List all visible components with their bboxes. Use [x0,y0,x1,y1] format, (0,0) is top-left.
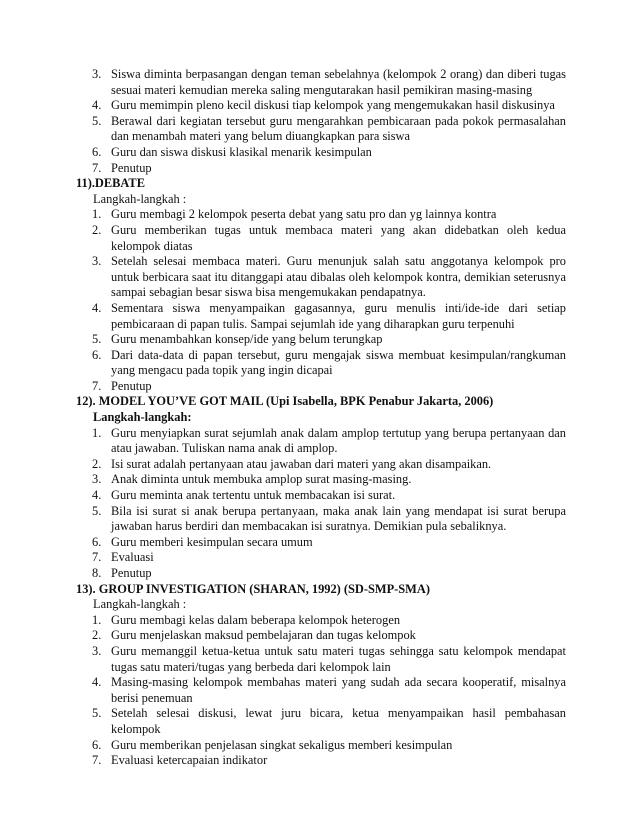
list-item-number: 6. [92,534,102,549]
list-item-text: Sementara siswa menyampaikan gagasannya, guru menulis inti/ide-ide dari setiap pembicaraan di papan tulis. Sampai sejumlah ide yang diharapkan guru terpenuhi [111,300,566,331]
list-item [76,426,566,457]
list-item-number: 3. [92,643,102,658]
section [76,176,566,394]
list-item [76,379,566,395]
list-item-text: Setelah selesai diskusi, lewat juru bicara, ketua menyampaikan hasil pembahasan kelompok [111,706,566,736]
list-item [76,332,566,348]
step-list [76,207,566,394]
list-item-number: 5. [92,332,102,347]
list-item [76,472,566,488]
list-item-text: Berawal dari kegiatan tersebut guru mengarahkan pembicaraan pada pokok permasalahan dan menambah materi yang belum diuangkapkan para siswa [111,113,566,144]
list-item-number: 5. [92,706,102,721]
list-item-text: Guru memberikan tugas untuk membaca materi yang akan didebatkan oleh kedua kelompok diatas [111,222,566,253]
list-item-number: 6. [92,347,102,362]
step-list [76,426,566,582]
section-subtitle: Langkah-langkah : [93,597,187,612]
list-item-number: 4. [92,98,102,113]
continued-step-list [76,67,566,176]
list-item [76,254,566,301]
section-title: 11).DEBATE [76,176,145,191]
section [76,582,566,769]
list-item-text: Anak diminta untuk membuka amplop surat masing-masing. [111,472,412,487]
list-item-number: 2. [92,628,102,643]
list-item-number: 2. [92,222,102,237]
list-item-number: 7. [92,753,102,768]
list-item-text: Guru meminta anak tertentu untuk membacakan isi surat. [111,488,396,503]
list-item [76,67,566,98]
list-item [76,535,566,551]
list-item [76,207,566,223]
list-item [76,457,566,473]
section-subtitle: Langkah-langkah : [93,191,187,206]
list-item-text: Guru memberi kesimpulan secara umum [111,534,313,549]
section-title: 13). GROUP INVESTIGATION (SHARAN, 1992) (SD-SMP-SMA) [76,581,430,596]
list-item-text: Masing-masing kelompok membahas materi yang sudah ada secara kooperatif, misalnya berisi penemuan [111,675,566,705]
list-item-text: Penutup [111,566,152,580]
list-item-text: Siswa diminta berpasangan dengan teman sebelahnya (kelompok 2 orang) dan diberi tugas sesuai materi kemudian mereka saling mengutarakan hasil pemikiran masing-masing [111,67,566,97]
list-item [76,98,566,114]
list-item-number: 6. [92,737,102,752]
sections-container [76,176,566,769]
list-item [76,114,566,145]
list-item-number: 4. [92,675,102,690]
list-item-text: Isi surat adalah pertanyaan atau jawaban dari materi yang akan disampaikan. [111,456,492,471]
list-item [76,644,566,675]
list-item [76,613,566,629]
list-item-number: 5. [92,503,102,518]
list-item-text: Guru membagi 2 kelompok peserta debat yang satu pro dan yg lainnya kontra [111,207,497,222]
list-item-text: Guru memberikan penjelasan singkat sekaligus memberi kesimpulan [111,737,453,752]
step-list [76,613,566,769]
section-subtitle: Langkah-langkah: [93,410,192,425]
list-item-number: 3. [92,67,102,81]
list-item [76,753,566,769]
list-item-text: Dari data-data di papan tersebut, guru mengajak siswa membuat kesimpulan/rangkuman yang mengacu pada topik yang ingin dicapai [111,347,566,378]
list-item-number: 1. [92,612,102,627]
list-item-text: Evaluasi [111,550,154,565]
list-item-text: Guru menjelaskan maksud pembelajaran dan tugas kelompok [111,628,416,643]
list-item [76,706,566,737]
list-item-text: Penutup [111,378,152,393]
list-item [76,675,566,706]
list-item-number: 3. [92,472,102,487]
list-item-number: 3. [92,254,102,269]
list-item [76,348,566,379]
list-item-text: Penutup [111,160,152,175]
list-item [76,628,566,644]
list-item-text: Setelah selesai membaca materi. Guru menunjuk salah satu anggotanya kelompok pro untuk berbicara saat itu ditanggapi atau dibalas oleh kelompok kontra, demikian seterusnya sampai sebagian besar siswa bisa mengemukakan pendapatnya. [111,254,566,300]
list-item-number: 1. [92,207,102,222]
list-item [76,550,566,566]
list-item-number: 5. [92,113,102,128]
list-item [76,301,566,332]
list-item-text: Guru menambahkan konsep/ide yang belum terungkap [111,332,383,347]
list-item [76,145,566,161]
list-item-number: 1. [92,425,102,440]
list-item [76,566,566,582]
list-item-number: 6. [92,144,102,159]
list-item [76,738,566,754]
section [76,394,566,581]
list-item-number: 8. [92,566,102,580]
list-item-text: Evaluasi ketercapaian indikator [111,753,268,768]
list-item-number: 7. [92,160,102,175]
section-title: 12). MODEL YOU’VE GOT MAIL (Upi Isabella, BPK Penabur Jakarta, 2006) [76,394,494,409]
list-item-number: 7. [92,378,102,393]
list-item-number: 2. [92,456,102,471]
list-item-number: 4. [92,300,102,315]
list-item-text: Guru membagi kelas dalam beberapa kelompok heterogen [111,612,401,627]
list-item [76,161,566,177]
list-item [76,488,566,504]
list-item-number: 7. [92,550,102,565]
list-item-number: 4. [92,488,102,503]
list-item-text: Guru menyiapkan surat sejumlah anak dalam amplop tertutup yang berupa pertanyaan dan atau jawaban. Tuliskan nama anak di amplop. [111,425,566,456]
list-item [76,504,566,535]
list-item-text: Guru dan siswa diskusi klasikal menarik kesimpulan [111,144,372,159]
list-item-text: Guru memanggil ketua-ketua untuk satu materi tugas sehingga satu kelompok mendapat tugas satu materi/tugas yang berbeda dari kelompok lain [111,643,566,674]
list-item [76,223,566,254]
list-item-text: Bila isi surat si anak berupa pertanyaan, maka anak lain yang mendapat isi surat berupa jawaban harus berdiri dan membacakan isi suratnya. Demikian pula sebaliknya. [111,503,566,534]
document-content [76,67,566,769]
list-item-text: Guru memimpin pleno kecil diskusi tiap kelompok yang mengemukakan hasil diskusinya [111,98,555,113]
